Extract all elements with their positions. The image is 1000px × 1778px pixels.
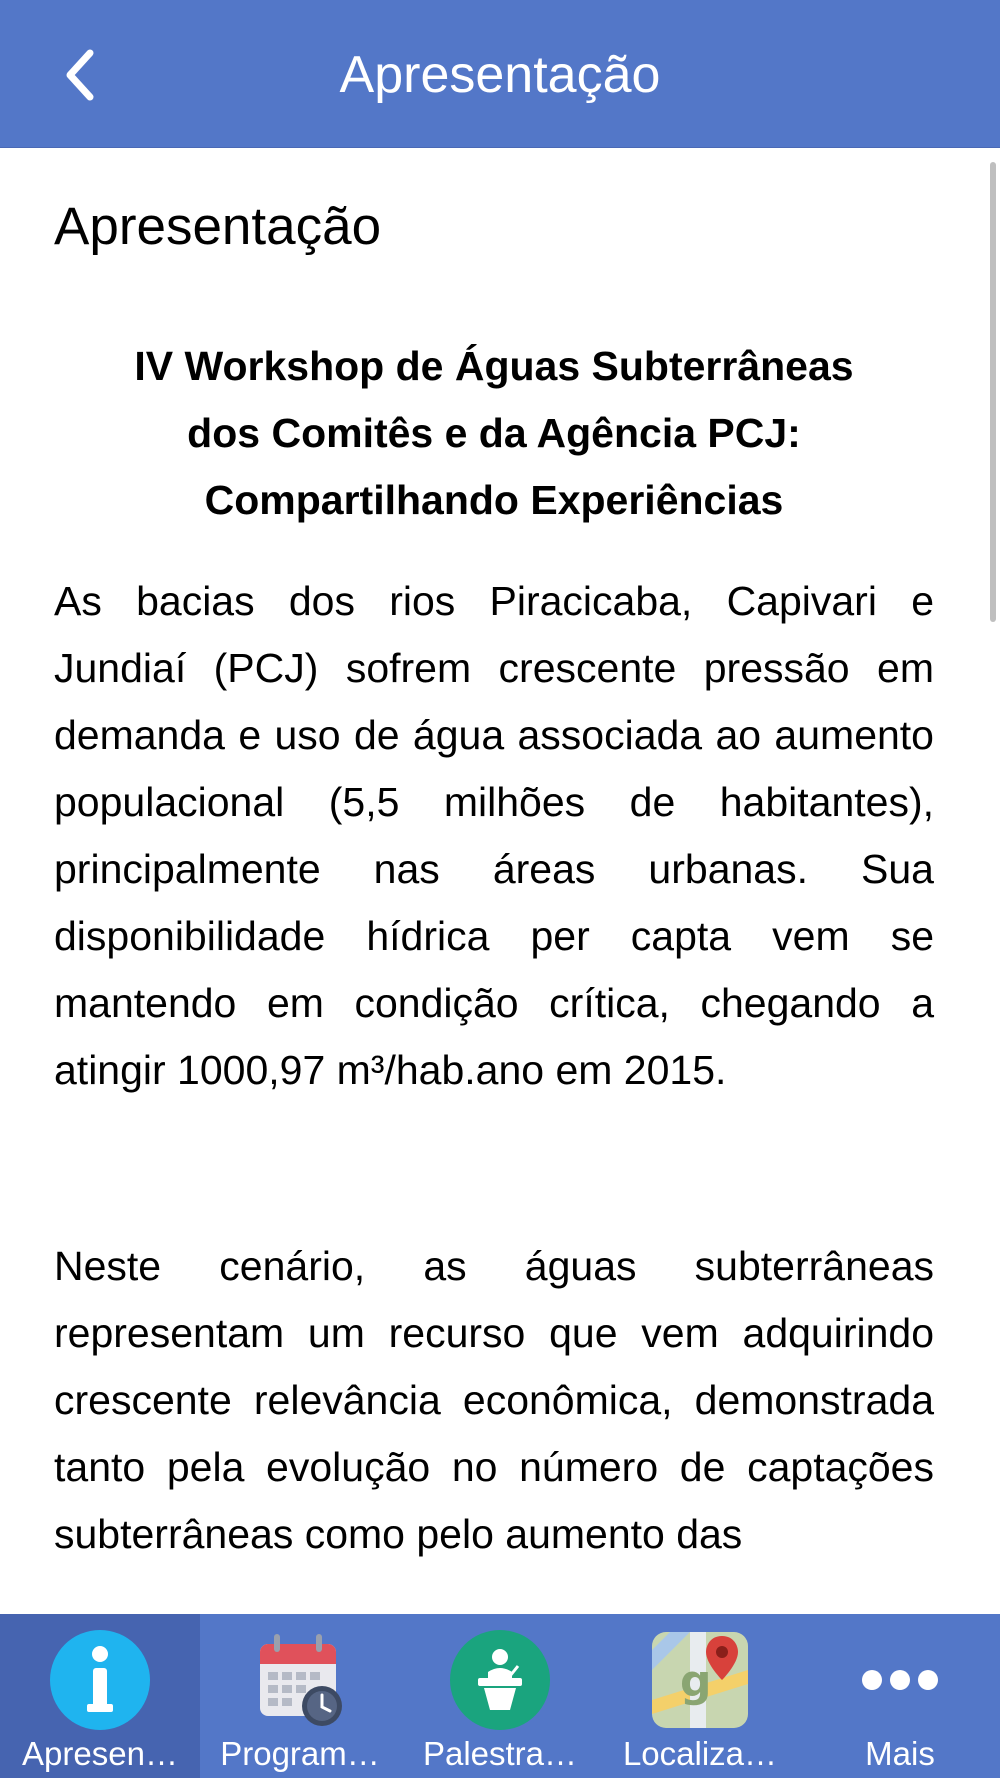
calendar-clock-icon [250, 1630, 350, 1730]
navigation-bar [0, 0, 1000, 148]
tab-localizacao[interactable] [600, 1614, 800, 1778]
tab-label: Palestra… [422, 1735, 578, 1772]
map-pin-icon [650, 1630, 750, 1730]
tab-bar [0, 1614, 1000, 1778]
svg-text:g: g [680, 1656, 712, 1707]
workshop-title-line: Compartilhando Experiências [204, 477, 784, 523]
tab-label: Program… [220, 1735, 380, 1772]
back-button[interactable] [40, 30, 120, 120]
page-title: Apresentação [54, 197, 382, 256]
tab-apresentacao[interactable] [0, 1614, 200, 1778]
speaker-podium-icon [450, 1630, 550, 1730]
tab-label: Localiza… [622, 1735, 778, 1772]
workshop-title-line: dos Comitês e da Agência PCJ: [187, 410, 801, 456]
navbar-title: Apresentação [339, 46, 661, 104]
tab-label: Mais [865, 1735, 935, 1772]
tab-mais[interactable] [800, 1614, 1000, 1778]
chevron-left-icon [60, 45, 100, 105]
tab-label: Apresen… [22, 1735, 178, 1772]
body-paragraph: Neste cenário, as águas subterrâneas representam um recurso que vem adquirindo crescente relevância econômica, demonstrada tanto pela evolução no número de captações subterrâneas como pelo aumento das [54, 1243, 934, 1557]
workshop-title [54, 333, 934, 534]
scrollbar[interactable] [990, 162, 996, 622]
more-dots-icon [850, 1630, 950, 1730]
content-area[interactable] [0, 148, 1000, 1614]
info-icon [50, 1630, 150, 1730]
tab-palestrantes[interactable] [400, 1614, 600, 1778]
tab-programacao[interactable] [200, 1614, 400, 1778]
body-paragraph: As bacias dos rios Piracicaba, Capivari e Jundiaí (PCJ) sofrem crescente pressão em demanda e uso de água associada ao aumento populacional (5,5 milhões de habitantes), principalmente nas áreas urbanas. Sua disponibilidade hídrica per capta vem se mantendo em condição crítica, chegando a atingir 1000,97 m³/hab.ano em 2015. [54, 578, 934, 1093]
workshop-title-line: IV Workshop de Águas Subterrâneas [134, 343, 854, 389]
